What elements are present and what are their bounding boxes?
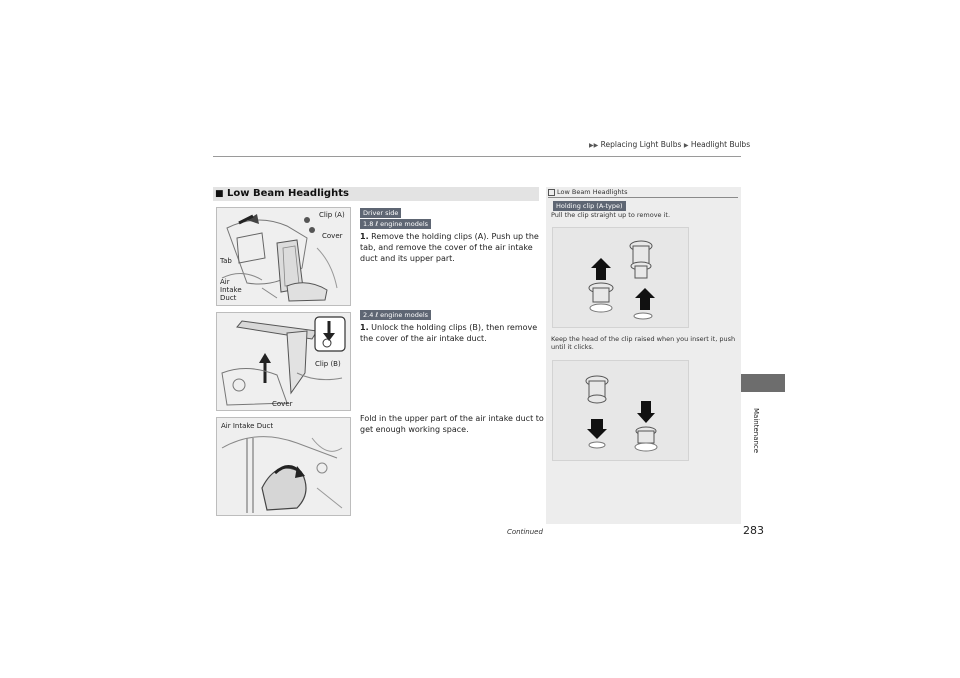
- section-square-icon: ■: [215, 189, 224, 199]
- step-1b-instruction: [360, 322, 545, 344]
- tag-holding-clip-a-type: Holding clip (A-type): [553, 201, 626, 211]
- clip-insertion-illustration: [553, 361, 688, 460]
- breadcrumb-arrow-icon: ▶▶: [589, 142, 599, 149]
- breadcrumb-arrow-icon: ▶: [683, 142, 689, 149]
- step-number: 1.: [360, 323, 369, 332]
- header-rule: [213, 156, 741, 157]
- note-text-remove: Pull the clip straight up to remove it.: [551, 211, 671, 219]
- callout-cover: Cover: [272, 400, 293, 408]
- notes-rule: [548, 197, 738, 198]
- fold-instruction: Fold in the upper part of the air intake duct to get enough working space.: [360, 414, 544, 434]
- step-text: Remove the holding clips (A). Push up the tab, and remove the cover of the air intake duct and its upper part.: [360, 232, 539, 263]
- callout-cover: Cover: [322, 232, 343, 240]
- clip-insertion-diagram: [552, 360, 689, 461]
- callout-duct: Duct: [220, 294, 237, 302]
- breadcrumb: [589, 140, 750, 149]
- notes-heading: [548, 188, 628, 196]
- callout-clip-a: Clip (A): [319, 211, 345, 219]
- breadcrumb-item-headlight-bulbs[interactable]: Headlight Bulbs: [690, 140, 751, 149]
- clip-right: [630, 241, 655, 319]
- callout-air-intake-duct: Air Intake Duct: [221, 422, 274, 430]
- step-1-instruction: [360, 231, 545, 264]
- note-text-insert: Keep the head of the clip raised when you insert it, push until it clicks.: [551, 335, 736, 351]
- clip-removal-diagram: [552, 227, 689, 328]
- tag-driver-side: Driver side: [360, 208, 401, 218]
- figure-air-intake-duct-photo: [216, 417, 351, 516]
- note-ref-icon: [548, 189, 555, 196]
- clip-right: [635, 401, 657, 451]
- chapter-tab[interactable]: [741, 374, 785, 392]
- section-title: [215, 188, 349, 199]
- callout-tab: Tab: [220, 257, 232, 265]
- tag-2-4-engine: 2.4 ℓ engine models: [360, 310, 431, 320]
- step-text: Unlock the holding clips (B), then remove the cover of the air intake duct.: [360, 323, 538, 343]
- continued-label: Continued: [507, 528, 543, 536]
- chapter-label: Maintenance: [752, 408, 760, 454]
- callout-air: Air: [220, 278, 230, 286]
- step-number: 1.: [360, 232, 369, 241]
- callout-intake: Intake: [220, 286, 242, 294]
- page-number: 283: [743, 524, 764, 537]
- tag-1-8-engine: 1.8 ℓ engine models: [360, 219, 431, 229]
- breadcrumb-item-replacing-light-bulbs[interactable]: Replacing Light Bulbs: [600, 140, 682, 149]
- callout-clip-b: Clip (B): [315, 360, 341, 368]
- clip-left: [589, 258, 613, 312]
- clip-removal-illustration: [553, 228, 688, 327]
- clip-left: [586, 376, 608, 448]
- section-title-text: Low Beam Headlights: [227, 188, 349, 199]
- engine-bay-illustration: [217, 418, 350, 515]
- notes-heading-text: Low Beam Headlights: [557, 188, 628, 196]
